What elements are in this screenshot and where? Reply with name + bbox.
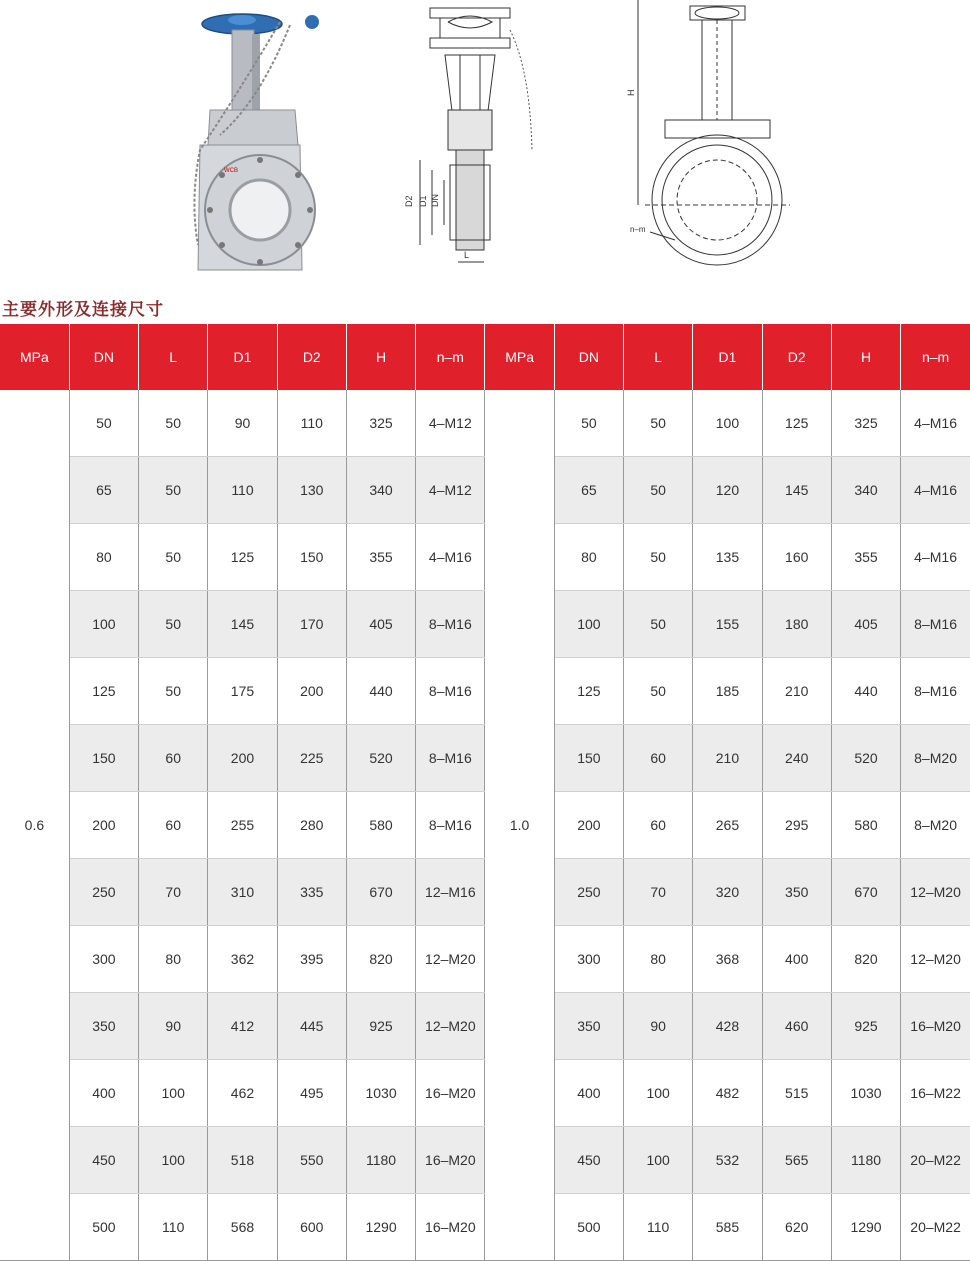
table-cell: 12–M20 xyxy=(416,926,485,993)
header-d1-1: D1 xyxy=(208,324,277,390)
table-cell: 50 xyxy=(624,390,693,457)
table-cell: 250 xyxy=(554,859,623,926)
section-title: 主要外形及连接尺寸 xyxy=(2,300,164,320)
table-cell: 518 xyxy=(208,1127,277,1194)
table-cell: 240 xyxy=(762,725,831,792)
table-cell: 482 xyxy=(693,1060,762,1127)
product-figures xyxy=(0,0,970,290)
table-cell: 4–M16 xyxy=(901,457,970,524)
table-cell: 462 xyxy=(208,1060,277,1127)
table-header-row xyxy=(0,324,970,390)
header-h-1: H xyxy=(346,324,415,390)
table-cell: 110 xyxy=(208,457,277,524)
table-cell: 130 xyxy=(277,457,346,524)
table-cell: 16–M20 xyxy=(416,1127,485,1194)
table-cell: 1290 xyxy=(831,1194,900,1261)
table-cell: 395 xyxy=(277,926,346,993)
table-cell: 8–M16 xyxy=(416,591,485,658)
table-cell: 4–M12 xyxy=(416,390,485,457)
table-cell: 210 xyxy=(693,725,762,792)
table-cell: 110 xyxy=(139,1194,208,1261)
table-cell: 1030 xyxy=(831,1060,900,1127)
table-cell: 310 xyxy=(208,859,277,926)
table-cell: 405 xyxy=(831,591,900,658)
table-cell: 50 xyxy=(624,457,693,524)
table-cell: 405 xyxy=(346,591,415,658)
table-cell: 520 xyxy=(831,725,900,792)
table-cell: 400 xyxy=(69,1060,138,1127)
table-cell: 250 xyxy=(69,859,138,926)
table-cell: 12–M20 xyxy=(416,993,485,1060)
table-cell: 580 xyxy=(346,792,415,859)
header-l-1: L xyxy=(139,324,208,390)
header-d2-2: D2 xyxy=(762,324,831,390)
table-cell: 110 xyxy=(624,1194,693,1261)
table-cell: 100 xyxy=(554,591,623,658)
table-cell: 1180 xyxy=(346,1127,415,1194)
table-cell: 70 xyxy=(624,859,693,926)
table-cell: 50 xyxy=(139,390,208,457)
table-cell: 200 xyxy=(277,658,346,725)
svg-text:WCB: WCB xyxy=(224,168,238,174)
table-row xyxy=(0,390,970,457)
table-cell: 1290 xyxy=(346,1194,415,1261)
table-cell: 532 xyxy=(693,1127,762,1194)
table-cell: 180 xyxy=(762,591,831,658)
table-cell: 210 xyxy=(762,658,831,725)
table-cell: 8–M16 xyxy=(416,725,485,792)
table-cell: 50 xyxy=(139,524,208,591)
table-cell: 350 xyxy=(69,993,138,1060)
header-d1-2: D1 xyxy=(693,324,762,390)
header-h-2: H xyxy=(831,324,900,390)
table-cell: 450 xyxy=(554,1127,623,1194)
header-l-2: L xyxy=(624,324,693,390)
table-cell: 280 xyxy=(277,792,346,859)
table-cell: 300 xyxy=(69,926,138,993)
table-cell: 100 xyxy=(139,1060,208,1127)
table-cell: 500 xyxy=(69,1194,138,1261)
table-cell: 150 xyxy=(277,524,346,591)
table-cell: 135 xyxy=(693,524,762,591)
table-cell: 185 xyxy=(693,658,762,725)
table-cell: 500 xyxy=(554,1194,623,1261)
table-cell: 340 xyxy=(831,457,900,524)
header-nm-2: n–m xyxy=(901,324,970,390)
table-cell: 450 xyxy=(69,1127,138,1194)
table-cell: 340 xyxy=(346,457,415,524)
table-cell: 80 xyxy=(139,926,208,993)
table-cell: 120 xyxy=(693,457,762,524)
table-cell: 16–M20 xyxy=(901,993,970,1060)
dimension-table xyxy=(0,324,970,1261)
header-mpa-2: MPa xyxy=(485,324,554,390)
table-cell: 925 xyxy=(346,993,415,1060)
label-nm: n–m xyxy=(630,225,646,234)
table-cell: 300 xyxy=(554,926,623,993)
pressure-cell-2: 1.0 xyxy=(485,390,554,1261)
table-cell: 110 xyxy=(277,390,346,457)
table-cell: 100 xyxy=(139,1127,208,1194)
table-cell: 50 xyxy=(69,390,138,457)
table-cell: 4–M16 xyxy=(901,524,970,591)
table-cell: 325 xyxy=(346,390,415,457)
table-cell: 925 xyxy=(831,993,900,1060)
table-cell: 350 xyxy=(554,993,623,1060)
table-cell: 20–M22 xyxy=(901,1194,970,1261)
valve-photo xyxy=(180,0,330,275)
table-cell: 100 xyxy=(69,591,138,658)
table-cell: 820 xyxy=(831,926,900,993)
table-cell: 412 xyxy=(208,993,277,1060)
table-cell: 8–M16 xyxy=(416,792,485,859)
table-cell: 80 xyxy=(554,524,623,591)
table-cell: 520 xyxy=(346,725,415,792)
table-cell: 350 xyxy=(762,859,831,926)
table-cell: 820 xyxy=(346,926,415,993)
table-cell: 8–M16 xyxy=(901,591,970,658)
table-cell: 50 xyxy=(624,524,693,591)
table-cell: 670 xyxy=(831,859,900,926)
header-mpa-1: MPa xyxy=(0,324,69,390)
table-cell: 150 xyxy=(554,725,623,792)
table-cell: 50 xyxy=(139,457,208,524)
table-cell: 355 xyxy=(346,524,415,591)
table-cell: 8–M16 xyxy=(901,658,970,725)
table-cell: 565 xyxy=(762,1127,831,1194)
table-cell: 145 xyxy=(208,591,277,658)
header-d2-1: D2 xyxy=(277,324,346,390)
table-cell: 155 xyxy=(693,591,762,658)
label-l: L xyxy=(464,250,470,260)
table-cell: 568 xyxy=(208,1194,277,1261)
table-cell: 125 xyxy=(762,390,831,457)
table-cell: 325 xyxy=(831,390,900,457)
table-cell: 60 xyxy=(624,725,693,792)
label-dn: DN xyxy=(430,194,440,207)
table-cell: 400 xyxy=(554,1060,623,1127)
table-cell: 200 xyxy=(554,792,623,859)
table-cell: 265 xyxy=(693,792,762,859)
table-cell: 495 xyxy=(277,1060,346,1127)
table-cell: 50 xyxy=(624,591,693,658)
table-cell: 125 xyxy=(69,658,138,725)
header-dn-2: DN xyxy=(554,324,623,390)
table-cell: 60 xyxy=(139,725,208,792)
table-cell: 16–M20 xyxy=(416,1060,485,1127)
table-cell: 145 xyxy=(762,457,831,524)
table-cell: 355 xyxy=(831,524,900,591)
table-cell: 125 xyxy=(554,658,623,725)
table-cell: 50 xyxy=(624,658,693,725)
table-cell: 1030 xyxy=(346,1060,415,1127)
table-cell: 80 xyxy=(624,926,693,993)
table-cell: 20–M22 xyxy=(901,1127,970,1194)
table-cell: 60 xyxy=(139,792,208,859)
table-cell: 60 xyxy=(624,792,693,859)
table-cell: 362 xyxy=(208,926,277,993)
header-dn-1: DN xyxy=(69,324,138,390)
table-cell: 620 xyxy=(762,1194,831,1261)
table-cell: 335 xyxy=(277,859,346,926)
table-cell: 16–M20 xyxy=(416,1194,485,1261)
table-cell: 100 xyxy=(624,1127,693,1194)
table-cell: 200 xyxy=(69,792,138,859)
table-cell: 125 xyxy=(208,524,277,591)
table-cell: 4–M12 xyxy=(416,457,485,524)
table-cell: 90 xyxy=(139,993,208,1060)
table-cell: 670 xyxy=(346,859,415,926)
table-cell: 50 xyxy=(139,591,208,658)
table-cell: 428 xyxy=(693,993,762,1060)
table-cell: 12–M20 xyxy=(901,926,970,993)
table-cell: 4–M16 xyxy=(901,390,970,457)
label-d1: D1 xyxy=(418,195,428,207)
front-drawing xyxy=(620,0,800,275)
table-cell: 295 xyxy=(762,792,831,859)
table-cell: 225 xyxy=(277,725,346,792)
table-cell: 400 xyxy=(762,926,831,993)
table-cell: 440 xyxy=(346,658,415,725)
table-cell: 65 xyxy=(554,457,623,524)
table-cell: 50 xyxy=(554,390,623,457)
table-cell: 170 xyxy=(277,591,346,658)
table-cell: 90 xyxy=(624,993,693,1060)
table-cell: 440 xyxy=(831,658,900,725)
table-cell: 8–M16 xyxy=(416,658,485,725)
table-cell: 65 xyxy=(69,457,138,524)
label-h: H xyxy=(626,89,636,96)
table-cell: 550 xyxy=(277,1127,346,1194)
table-cell: 50 xyxy=(139,658,208,725)
table-cell: 515 xyxy=(762,1060,831,1127)
table-cell: 70 xyxy=(139,859,208,926)
table-cell: 100 xyxy=(624,1060,693,1127)
label-d2: D2 xyxy=(404,195,414,207)
table-cell: 12–M16 xyxy=(416,859,485,926)
table-cell: 12–M20 xyxy=(901,859,970,926)
table-cell: 8–M20 xyxy=(901,792,970,859)
table-cell: 445 xyxy=(277,993,346,1060)
table-cell: 320 xyxy=(693,859,762,926)
table-cell: 255 xyxy=(208,792,277,859)
table-cell: 100 xyxy=(693,390,762,457)
table-cell: 1180 xyxy=(831,1127,900,1194)
table-cell: 200 xyxy=(208,725,277,792)
table-cell: 368 xyxy=(693,926,762,993)
table-cell: 8–M20 xyxy=(901,725,970,792)
table-cell: 150 xyxy=(69,725,138,792)
side-section-drawing xyxy=(400,0,550,275)
table-cell: 16–M22 xyxy=(901,1060,970,1127)
table-cell: 175 xyxy=(208,658,277,725)
table-cell: 4–M16 xyxy=(416,524,485,591)
table-cell: 460 xyxy=(762,993,831,1060)
pressure-cell-1: 0.6 xyxy=(0,390,69,1261)
table-cell: 80 xyxy=(69,524,138,591)
header-nm-1: n–m xyxy=(416,324,485,390)
table-cell: 585 xyxy=(693,1194,762,1261)
table-cell: 90 xyxy=(208,390,277,457)
table-cell: 160 xyxy=(762,524,831,591)
table-cell: 580 xyxy=(831,792,900,859)
table-cell: 600 xyxy=(277,1194,346,1261)
